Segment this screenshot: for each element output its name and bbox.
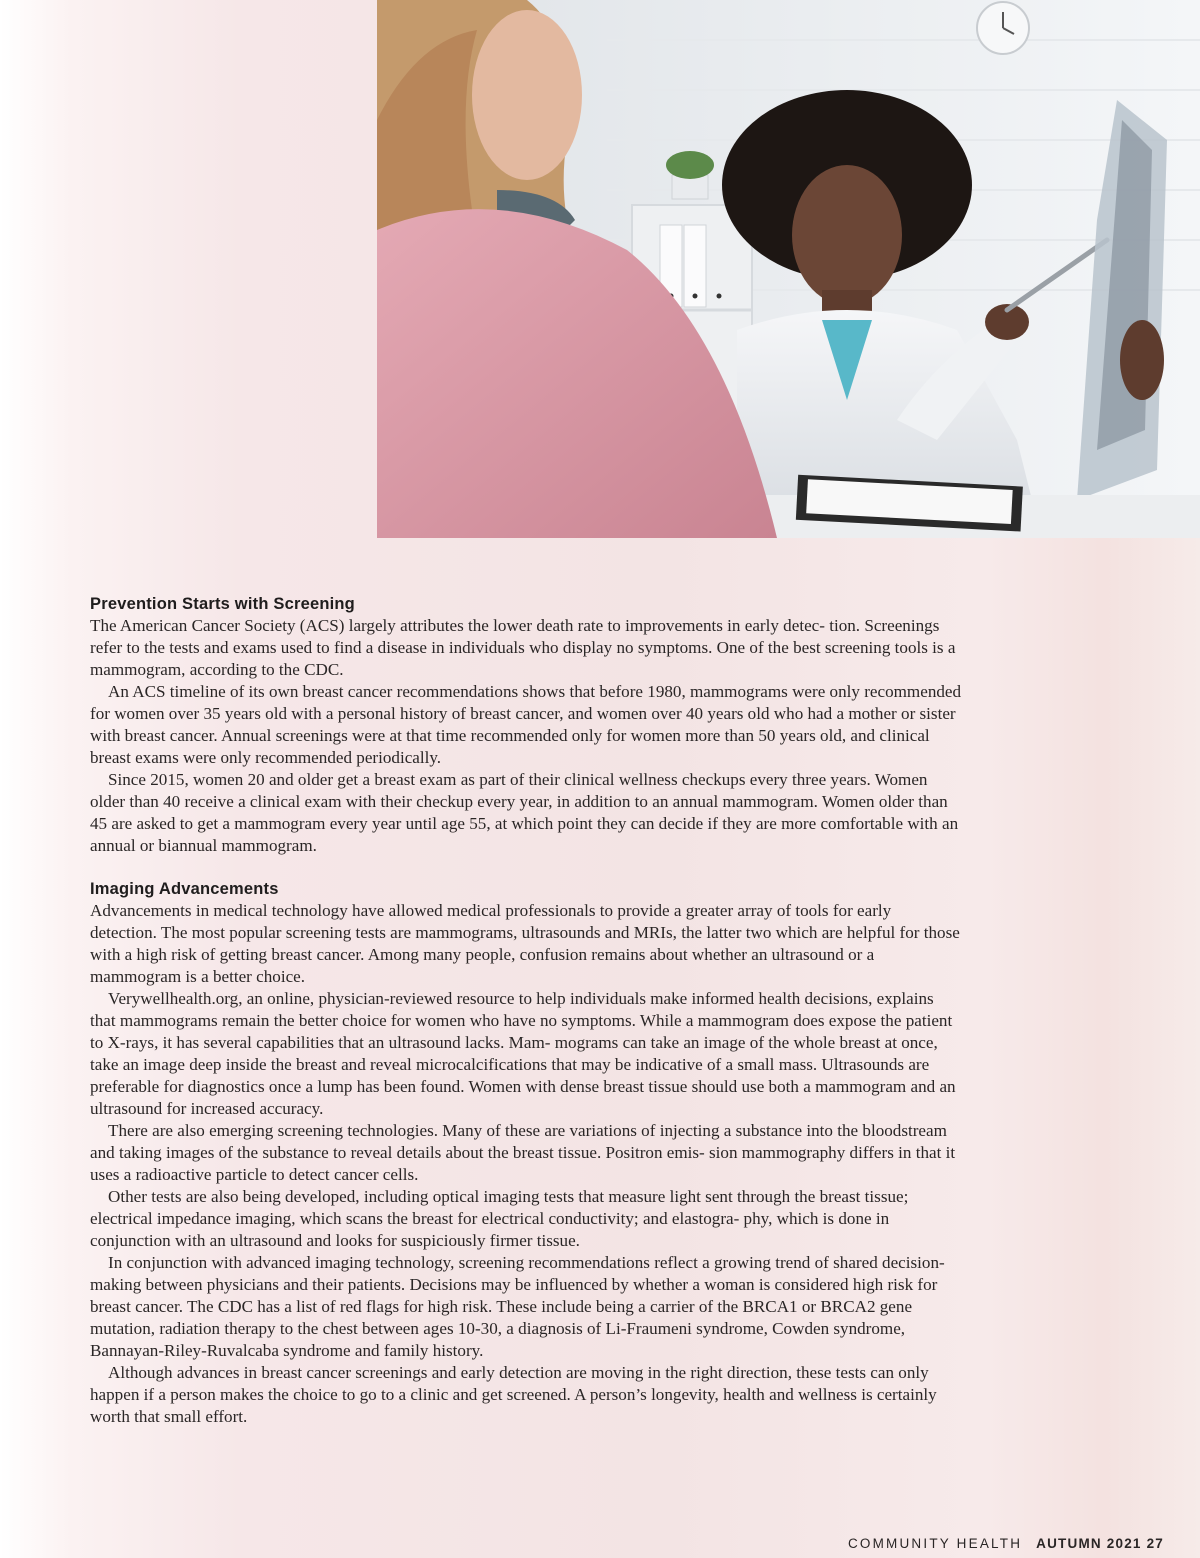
paragraph: Although advances in breast cancer screenings and early detection are moving in the right direction, these tests can only happen if a person makes the choice to go to a clinic and get screened. A person’s longevity, health and wellness is certainly worth that small effort. bbox=[90, 1363, 937, 1426]
page-footer bbox=[848, 1536, 1164, 1551]
paragraph: Advancements in medical technology have allowed medical professionals to provide a greater array of tools for early detection. The most popular screening tests are mammograms, ultrasounds and MRIs, the latter two which are helpful for those with a high risk of getting breast cancer. Among many people, confusion remains about whether an ultrasound or a mammogram is a better choice. bbox=[90, 901, 960, 986]
doctor-patient-photo bbox=[377, 0, 1200, 538]
section-prevention bbox=[90, 594, 962, 857]
magazine-name: COMMUNITY HEALTH bbox=[847, 1536, 1023, 1551]
paragraph: There are also emerging screening technologies. Many of these are variations of injecting a substance into the bloodstream and taking images of the substance to reveal details about the breast tissue. Positron emis- sion mammography differs in that it uses a radioactive particle to detect cancer cells. bbox=[90, 1121, 956, 1184]
section-heading: Prevention Starts with Screening bbox=[90, 595, 355, 613]
paragraph: Since 2015, women 20 and older get a breast exam as part of their clinical wellness checkups every three years. Women older than 40 receive a clinical exam with their checkup every year, in addition to an annual mammogram. Women older than 45 are asked to get a mammogram every year until age 55, at which point they can decide if they are more comfortable with an annual or biannual mammogram. bbox=[90, 770, 959, 855]
issue-and-page: AUTUMN 2021 27 bbox=[1036, 1536, 1164, 1551]
paragraph: In conjunction with advanced imaging technology, screening recommendations reflect a growing trend of shared decision-making between physicians and their patients. Decisions may be influenced by whether a woman is considered high risk for breast cancer. The CDC has a list of red flags for high risk. These include being a carrier of the BRCA1 or BRCA2 gene mutation, radiation therapy to the chest between ages 10-30, a diagnosis of Li-Fraumeni syndrome, Cowden syndrome, Bannayan-Riley-Ruvalcaba syndrome and family history. bbox=[90, 1253, 945, 1360]
paragraph: An ACS timeline of its own breast cancer recommendations shows that before 1980, mammograms were only recommended for women over 35 years old with a personal history of breast cancer, and women over 40 years old who had a mother or sister with breast cancer. Annual screenings were at that time recommended only for women more than 50 years old, and clinical breast exams were only recommended periodically. bbox=[90, 682, 962, 767]
paragraph: The American Cancer Society (ACS) largely attributes the lower death rate to improvements in early detec- tion. Screenings refer to the tests and exams used to find a disease in individuals who display no symptoms. One of the best screening tools is a mammogram, according to the CDC. bbox=[90, 616, 956, 679]
article-body bbox=[90, 594, 962, 1428]
photo-illustration bbox=[377, 0, 1200, 538]
section-imaging bbox=[90, 879, 962, 1428]
section-heading: Imaging Advancements bbox=[90, 880, 279, 898]
paragraph: Other tests are also being developed, including optical imaging tests that measure light sent through the breast tissue; electrical impedance imaging, which scans the breast for electrical conductivity; and elastogra- phy, which is done in conjunction with an ultrasound and looks for suspiciously firmer tissue. bbox=[90, 1187, 909, 1250]
paragraph: Verywellhealth.org, an online, physician-reviewed resource to help individuals make informed health decisions, explains that mammograms remain the better choice for women who have no symptoms. While a mammogram does expose the patient to X-rays, it has several capabilities that an ultrasound lacks. Mam- mograms can take an image of the whole breast at once, take an image deep inside the breast and reveal microcalcifications that may be indicative of a small mass. Ultrasounds are preferable for diagnostics once a lump has been found. Women with dense breast tissue should use both a mammogram and an ultrasound for increased accuracy. bbox=[90, 989, 956, 1118]
